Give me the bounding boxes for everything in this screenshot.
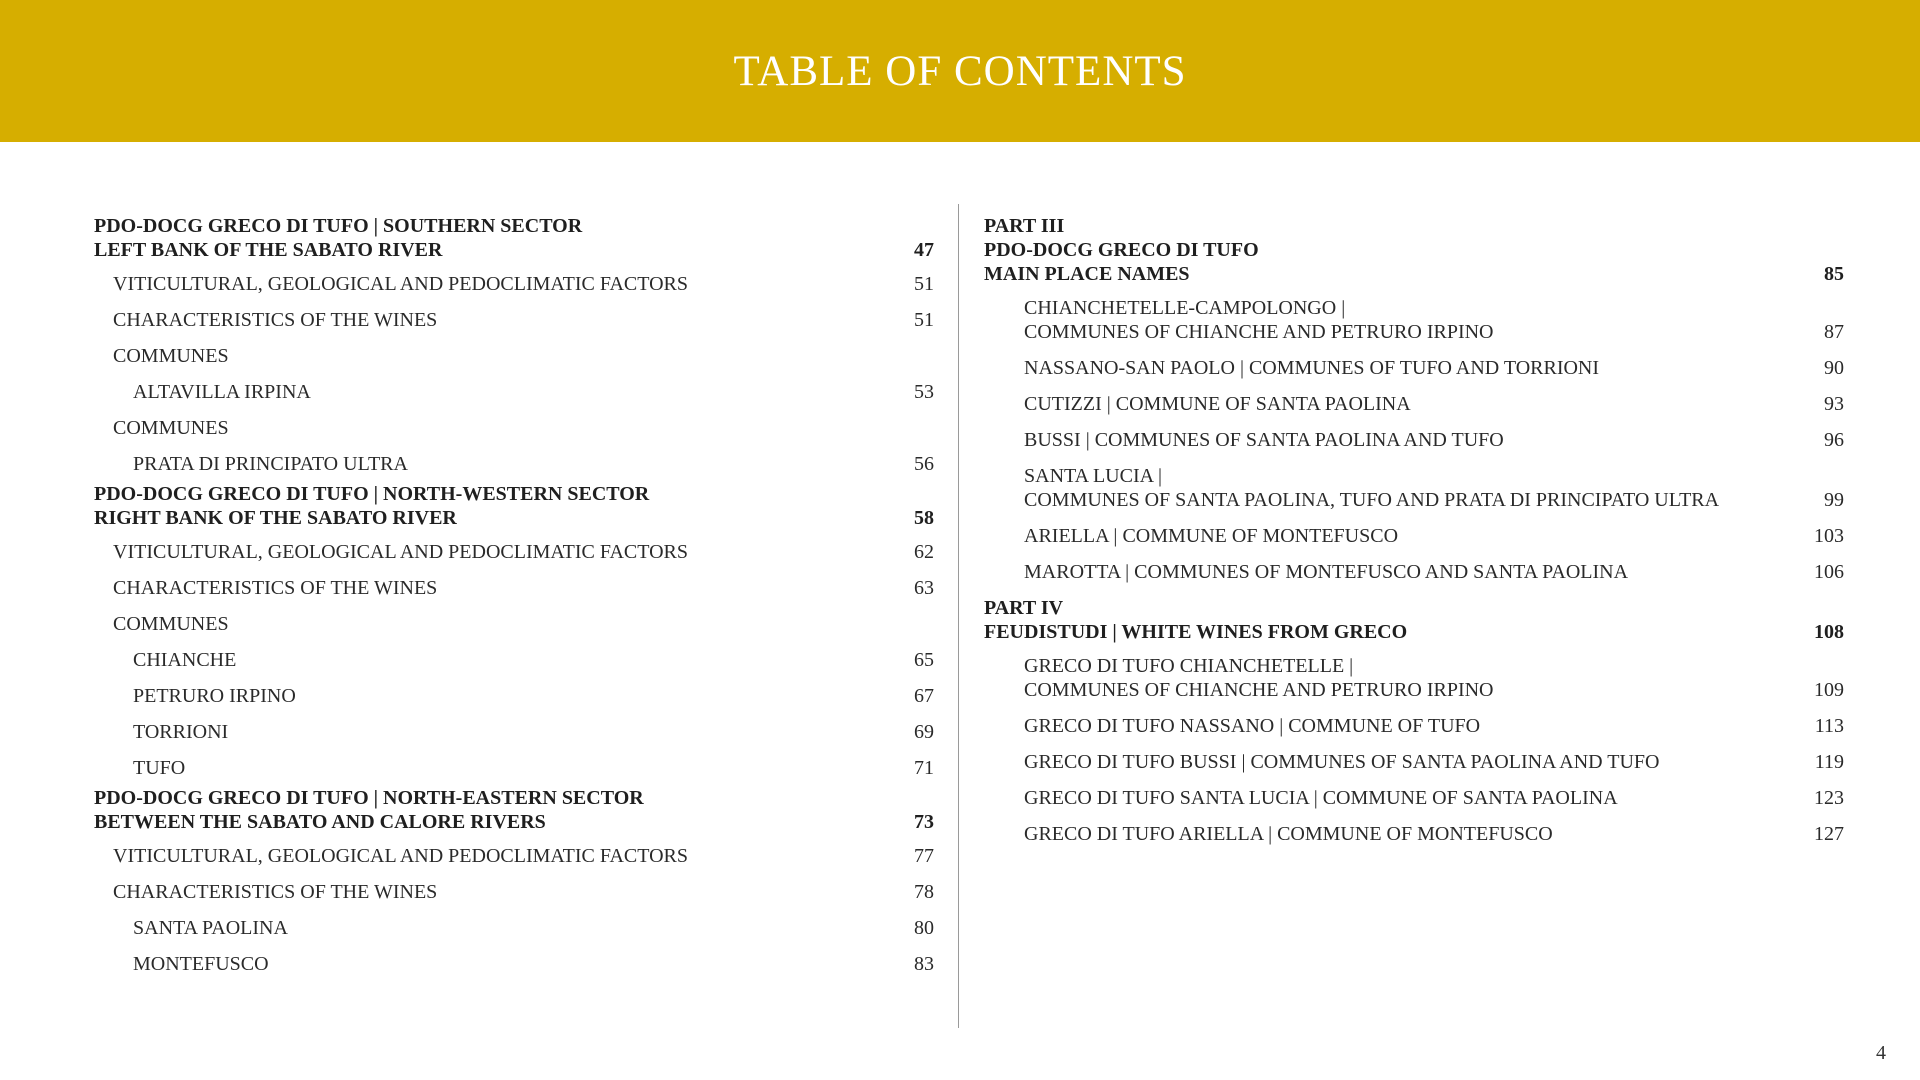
toc-entry-line: CHIANCHETELLE-CAMPOLONGO | [1024,297,1346,319]
toc-entry[interactable] [94,482,934,530]
toc-entry-line: BETWEEN THE SABATO AND CALORE RIVERS [94,811,546,833]
toc-entry-page: 83 [914,953,934,975]
toc-entry-line: PDO-DOCG GRECO DI TUFO | NORTH-EASTERN SECTOR [94,787,644,809]
toc-entry-label [94,308,437,332]
toc-entry-label [94,540,688,564]
toc-entry-label [984,786,1618,810]
toc-entry-label [94,576,437,600]
toc-entry-page: 63 [914,577,934,599]
toc-entry-page: 47 [914,239,934,261]
toc-entry-line: COMMUNES OF CHIANCHE AND PETRURO IRPINO [1024,679,1494,701]
toc-entry[interactable] [984,714,1844,738]
toc-entry[interactable] [984,560,1844,584]
toc-entry-label [984,714,1480,738]
toc-entry-line: COMMUNES [113,345,229,367]
toc-entry-label [984,750,1659,774]
toc-entry-page: 56 [914,453,934,475]
toc-entry-line: COMMUNES OF CHIANCHE AND PETRURO IRPINO [1024,321,1494,343]
toc-entry-page: 106 [1814,561,1844,583]
toc-entry[interactable] [984,524,1844,548]
toc-entry-line: COMMUNES [113,613,229,635]
toc-entry[interactable] [94,916,934,940]
toc-entry[interactable] [94,952,934,976]
toc-entry-line: COMMUNES OF SANTA PAOLINA, TUFO AND PRATA DI PRINCIPATO ULTRA [1024,489,1720,511]
toc-entry-line: LEFT BANK OF THE SABATO RIVER [94,239,443,261]
toc-entry-label [984,356,1599,380]
toc-entry[interactable] [94,720,934,744]
toc-entry-page: 71 [914,757,934,779]
toc-entry-label [984,428,1504,452]
toc-entry-label [984,296,1494,344]
toc-entry[interactable] [984,654,1844,702]
toc-entry[interactable] [984,786,1844,810]
toc-entry-line: SANTA PAOLINA [133,917,288,939]
toc-entry-page: 51 [914,273,934,295]
toc-entry-line: GRECO DI TUFO CHIANCHETELLE | [1024,655,1354,677]
toc-entry[interactable] [94,272,934,296]
toc-entry-label [984,596,1407,644]
toc-entry-label [94,344,229,368]
toc-entry-line: CUTIZZI | COMMUNE OF SANTA PAOLINA [1024,393,1411,415]
toc-entry[interactable] [984,464,1844,512]
toc-entry-label [94,416,229,440]
toc-entry-label [984,560,1628,584]
toc-entry[interactable] [94,844,934,868]
toc-entry[interactable] [984,428,1844,452]
toc-entry-label [984,822,1553,846]
toc-entry-line: CHARACTERISTICS OF THE WINES [113,309,438,331]
toc-entry-page: 85 [1824,263,1844,285]
toc-entry[interactable] [984,356,1844,380]
toc-entry[interactable] [94,684,934,708]
toc-entry[interactable] [984,750,1844,774]
toc-entry-label [94,916,288,940]
toc-entry-page: 73 [914,811,934,833]
toc-entry[interactable] [94,452,934,476]
toc-entry-line: CHARACTERISTICS OF THE WINES [113,577,438,599]
toc-entry-page: 119 [1814,751,1844,773]
toc-entry-line: PRATA DI PRINCIPATO ULTRA [133,453,408,475]
toc-entry-line: PART III [984,215,1065,237]
toc-entry-page: 108 [1814,621,1844,643]
toc-entry-label [94,684,296,708]
toc-entry-page: 99 [1824,489,1844,511]
toc-entry-line: MAROTTA | COMMUNES OF MONTEFUSCO AND SANTA PAOLINA [1024,561,1629,583]
toc-entry[interactable] [984,596,1844,644]
toc-entry-label [984,214,1259,286]
toc-entry[interactable] [984,822,1844,846]
toc-entry-page: 113 [1814,715,1844,737]
toc-entry[interactable] [94,612,934,636]
toc-entry-line: GRECO DI TUFO SANTA LUCIA | COMMUNE OF SANTA PAOLINA [1024,787,1618,809]
toc-entry-line: GRECO DI TUFO ARIELLA | COMMUNE OF MONTEFUSCO [1024,823,1553,845]
toc-entry-page: 69 [914,721,934,743]
toc-entry-page: 65 [914,649,934,671]
toc-entry-label [94,612,229,636]
toc-entry[interactable] [94,756,934,780]
toc-entry-page: 62 [914,541,934,563]
toc-entry-page: 80 [914,917,934,939]
toc-entry-label [984,654,1494,702]
toc-right-column [984,214,1844,858]
toc-entry-line: BUSSI | COMMUNES OF SANTA PAOLINA AND TUFO [1024,429,1504,451]
toc-entry-line: NASSANO-SAN PAOLO | COMMUNES OF TUFO AND TORRIONI [1024,357,1600,379]
toc-entry[interactable] [94,380,934,404]
toc-entry-line: COMMUNES [113,417,229,439]
toc-entry-line: ALTAVILLA IRPINA [133,381,311,403]
toc-entry-page: 127 [1814,823,1844,845]
toc-entry[interactable] [94,416,934,440]
toc-entry[interactable] [984,214,1844,286]
toc-entry[interactable] [984,296,1844,344]
toc-entry-line: MONTEFUSCO [133,953,269,975]
page-title: TABLE OF CONTENTS [733,47,1187,95]
toc-entry[interactable] [984,392,1844,416]
toc-entry-line: TUFO [133,757,186,779]
toc-entry-line: PDO-DOCG GRECO DI TUFO [984,239,1259,261]
toc-entry-page: 53 [914,381,934,403]
toc-entry-line: PDO-DOCG GRECO DI TUFO | NORTH-WESTERN SECTOR [94,483,650,505]
toc-entry-line: PART IV [984,597,1064,619]
column-divider [958,204,959,1028]
toc-entry[interactable] [94,344,934,368]
toc-entry-page: 67 [914,685,934,707]
header-banner [0,0,1920,142]
toc-entry-label [984,464,1719,512]
toc-left-column [94,214,934,988]
toc-entry-label [94,952,269,976]
toc-entry-label [984,524,1398,548]
page-number: 4 [1876,1042,1886,1064]
toc-entry-label [94,380,311,404]
toc-entry-line: RIGHT BANK OF THE SABATO RIVER [94,507,457,529]
toc-entry-page: 96 [1824,429,1844,451]
toc-entry-line: VITICULTURAL, GEOLOGICAL AND PEDOCLIMATIC FACTORS [113,541,689,563]
toc-entry-page: 87 [1824,321,1844,343]
toc-entry-line: TORRIONI [133,721,229,743]
toc-entry-line: CHARACTERISTICS OF THE WINES [113,881,438,903]
toc-entry[interactable] [94,308,934,332]
toc-entry-line: FEUDISTUDI | WHITE WINES FROM GRECO [984,621,1408,643]
toc-entry-page: 103 [1814,525,1844,547]
toc-entry-line: ARIELLA | COMMUNE OF MONTEFUSCO [1024,525,1399,547]
toc-entry[interactable] [94,880,934,904]
toc-entry[interactable] [94,786,934,834]
toc-entry-label [94,880,437,904]
toc-entry-label [94,786,644,834]
toc-entry-label [94,756,185,780]
toc-entry-line: CHIANCHE [133,649,237,671]
toc-entry-page: 51 [914,309,934,331]
toc-entry[interactable] [94,576,934,600]
toc-entry-line: GRECO DI TUFO NASSANO | COMMUNE OF TUFO [1024,715,1481,737]
toc-entry-label [94,452,408,476]
toc-entry-page: 58 [914,507,934,529]
toc-entry-label [94,648,236,672]
toc-entry[interactable] [94,214,934,262]
toc-entry-label [94,720,228,744]
toc-entry-label [984,392,1411,416]
toc-entry-page: 93 [1824,393,1844,415]
toc-entry[interactable] [94,540,934,564]
toc-entry-line: GRECO DI TUFO BUSSI | COMMUNES OF SANTA PAOLINA AND TUFO [1024,751,1660,773]
toc-entry-line: PETRURO IRPINO [133,685,296,707]
toc-entry-line: PDO-DOCG GRECO DI TUFO | SOUTHERN SECTOR [94,215,583,237]
toc-entry-label [94,844,688,868]
toc-entry-page: 90 [1824,357,1844,379]
toc-entry-page: 123 [1814,787,1844,809]
toc-entry-label [94,482,649,530]
toc-entry-line: VITICULTURAL, GEOLOGICAL AND PEDOCLIMATIC FACTORS [113,273,689,295]
toc-entry[interactable] [94,648,934,672]
toc-entry-line: MAIN PLACE NAMES [984,263,1190,285]
toc-entry-line: SANTA LUCIA | [1024,465,1162,487]
toc-entry-label [94,214,582,262]
toc-entry-page: 78 [914,881,934,903]
toc-entry-label [94,272,688,296]
toc-entry-line: VITICULTURAL, GEOLOGICAL AND PEDOCLIMATIC FACTORS [113,845,689,867]
toc-entry-page: 77 [914,845,934,867]
toc-entry-page: 109 [1814,679,1844,701]
